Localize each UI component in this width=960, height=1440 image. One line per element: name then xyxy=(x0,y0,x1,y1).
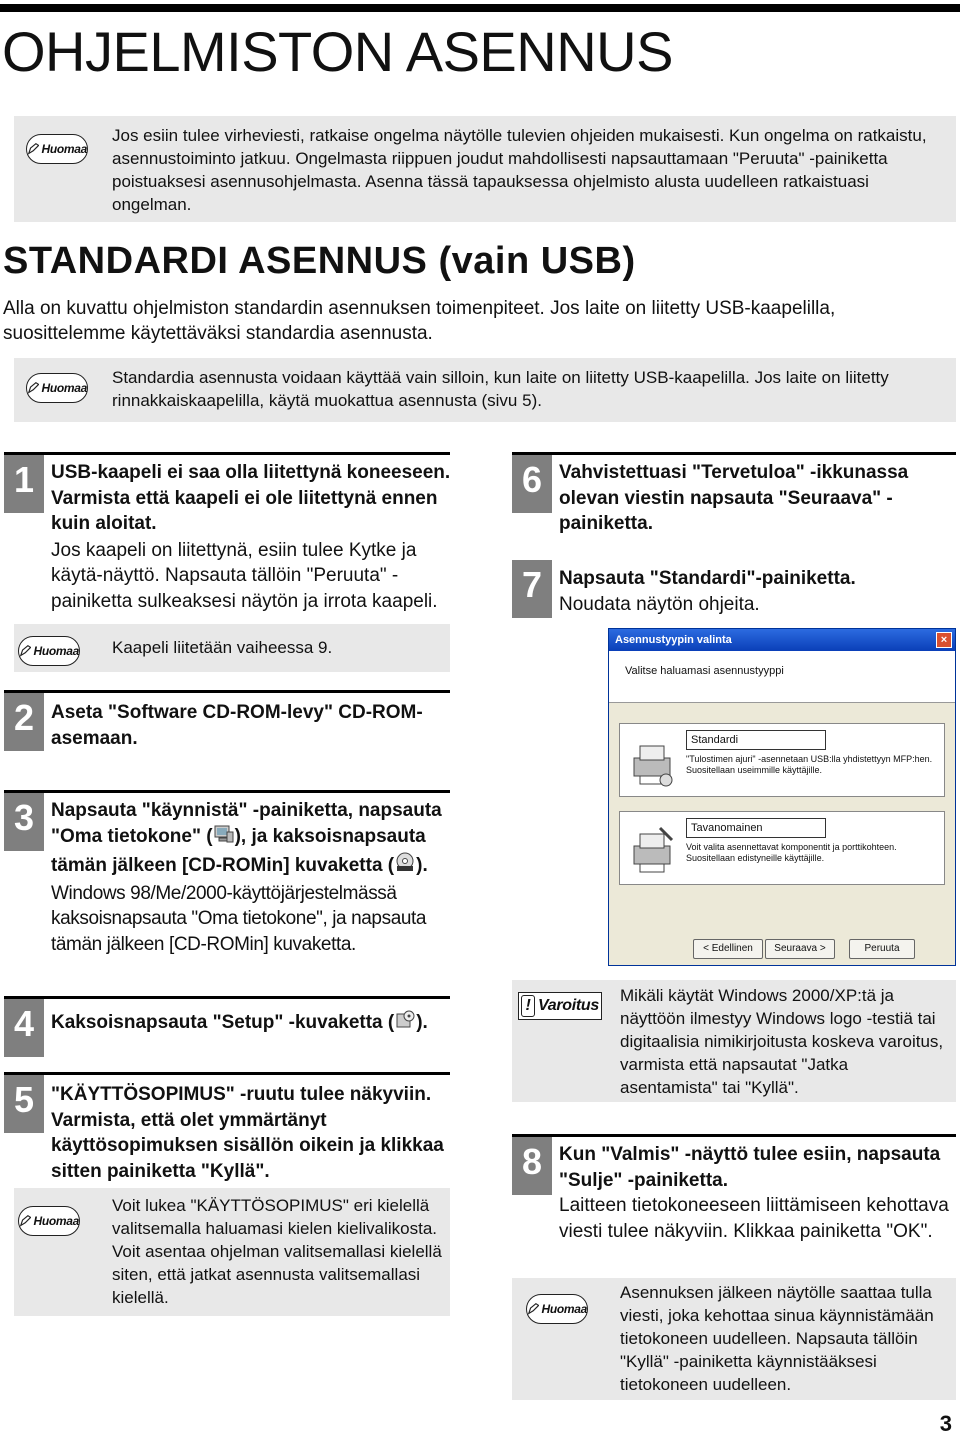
note-icon xyxy=(526,1294,588,1324)
note-label: Huomaa xyxy=(33,1214,79,1228)
installation-type-dialog xyxy=(608,628,956,966)
step-1-text xyxy=(51,460,451,614)
note-step-5-text: Voit lukea "KÄYTTÖSOPIMUS" eri kielellä valitsemalla haluamasi kielen kielivalikosta. Voit asentaa ohjelman valitsemallasi kielellä siten, että jatkat asennusta valitsemallasi kielellä. xyxy=(112,1196,442,1307)
step-7-number: 7 xyxy=(512,560,552,618)
next-button[interactable]: Seuraava > xyxy=(765,939,835,959)
option-custom[interactable] xyxy=(619,811,945,885)
section-heading: STANDARDI ASENNUS (vain USB) xyxy=(3,240,636,282)
step-5-rule xyxy=(4,1072,450,1075)
step-3-bold-b: ), ja kaksoisnapsauta tämän jälkeen [CD-ROMin] kuvaketta ( xyxy=(51,826,426,876)
step-1-rule xyxy=(4,452,450,455)
pencil-icon xyxy=(19,644,31,658)
step-8-text xyxy=(559,1142,955,1244)
note-label: Huomaa xyxy=(33,644,79,658)
step-4-bold-a: Kaksoisnapsauta "Setup" -kuvaketta ( xyxy=(51,1011,395,1033)
note-usb-only xyxy=(14,358,956,422)
step-3-text xyxy=(51,798,451,957)
step-8-number: 8 xyxy=(512,1137,552,1195)
note-label: Huomaa xyxy=(41,381,87,395)
step-2-rule xyxy=(4,690,450,693)
step-4-number: 4 xyxy=(4,999,44,1057)
printer-install-icon xyxy=(630,732,676,790)
note-step-8 xyxy=(512,1278,956,1400)
warning-label: Varoitus xyxy=(537,997,600,1014)
step-6-text xyxy=(559,460,955,537)
section-intro: Alla on kuvattu ohjelmiston standardin asennuksen toimenpiteet. Jos laite on liitetty USB-kaapelilla, suosittelemme käytettäväksi standardia asennusta. xyxy=(3,298,836,344)
setup-icon xyxy=(394,1008,416,1038)
note-usb-only-text: Standardia asennusta voidaan käyttää vain silloin, kun laite on liitetty USB-kaapelilla. Jos laite on liitetty rinnakkaiskaapelilla, käytä muokattua asennusta (sivu 5). xyxy=(112,368,889,410)
my-computer-icon xyxy=(213,824,235,852)
note-icon xyxy=(18,636,80,666)
note-icon xyxy=(26,373,88,403)
warning-text: Mikäli käytät Windows 2000/XP:tä ja näyttöön ilmestyy Windows logo -testiä tai digitaalisia nimikirjoitusta koskeva varoitus, varmista että napsautat "Jatka asentamista" tai "Kyllä". xyxy=(620,986,944,1097)
option-custom-desc: Voit valita asennettavat komponentit ja porttikohteen. Suositellaan edistyneille käyttäjille. xyxy=(686,842,897,863)
dialog-prompt: Valitse haluamasi asennustyyppi xyxy=(625,665,784,677)
step-7-normal: Noudata näytön ohjeita. xyxy=(559,593,760,615)
pencil-icon xyxy=(27,142,39,156)
step-3-normal: Windows 98/Me/2000-käyttöjärjestelmässä kaksoisnapsauta "Oma tietokone", ja napsauta tämän jälkeen [CD-ROMin] kuvaketta. xyxy=(51,882,427,955)
note-intro-text: Jos esiin tulee virheviesti, ratkaise ongelma näytölle tulevien ohjeiden mukaisesti. Kun ongelma on ratkaistu, asennustoiminto jatkuu. Ongelmasta riippuen joudut mahdollisesti napsauttamaan "Peruuta" -painiketta poistuaksesi asennusohjelmasta. Asenna tässä tapauksessa ohjelmisto alusta uudelleen ratkaistuasi ongelman. xyxy=(112,126,927,214)
step-6-number: 6 xyxy=(512,455,552,513)
note-label: Huomaa xyxy=(541,1302,587,1316)
note-intro xyxy=(14,116,956,222)
step-2-number: 2 xyxy=(4,693,44,751)
cancel-button[interactable]: Peruuta xyxy=(849,939,915,959)
pencil-icon xyxy=(527,1302,539,1316)
step-6-rule xyxy=(512,452,956,455)
step-7-bold: Napsauta "Standardi"-painiketta. xyxy=(559,568,856,589)
note-icon xyxy=(26,134,88,164)
step-3-bold-c: ). xyxy=(416,854,428,876)
step-5-number: 5 xyxy=(4,1075,44,1133)
note-step-1-text: Kaapeli liitetään vaiheessa 9. xyxy=(112,638,333,657)
pencil-icon xyxy=(27,381,39,395)
exclamation-icon: ! xyxy=(521,995,535,1017)
dialog-titlebar xyxy=(609,629,955,651)
printer-custom-icon xyxy=(630,820,676,878)
note-icon xyxy=(18,1206,80,1236)
note-step-5 xyxy=(14,1188,450,1316)
dialog-title: Asennustyypin valinta xyxy=(615,634,732,646)
step-5-bold: "KÄYTTÖSOPIMUS" -ruutu tulee näkyviin. Varmista, että olet ymmärtänyt käyttösopimuksen sisällön oikein ja klikkaa sitten painiketta "Kyllä". xyxy=(51,1084,444,1182)
step-6-bold: Vahvistettuasi "Tervetuloa" -ikkunassa olevan viestin napsauta "Seuraava" -painiketta. xyxy=(559,462,909,534)
step-8-rule xyxy=(512,1134,956,1137)
step-4-text xyxy=(51,1008,451,1038)
step-1-number: 1 xyxy=(4,455,44,513)
step-5-text xyxy=(51,1082,451,1184)
note-step-1 xyxy=(14,624,450,672)
step-1-bold: USB-kaapeli ei saa olla liitettynä koneeseen. Varmista että kaapeli ei ole liitettynä ennen kuin aloitat. xyxy=(51,462,451,534)
back-button[interactable]: < Edellinen xyxy=(693,939,763,959)
step-3-bold-a: Napsauta "käynnistä" -painiketta, napsauta "Oma tietokone" ( xyxy=(51,800,442,848)
step-4-rule xyxy=(4,996,450,999)
step-3-rule xyxy=(4,790,450,793)
step-2-bold: Aseta "Software CD-ROM-levy" CD-ROM-asemaan. xyxy=(51,702,423,749)
note-label: Huomaa xyxy=(41,142,87,156)
option-standard-button[interactable]: Standardi xyxy=(686,730,826,750)
step-8-normal: Laitteen tietokoneeseen liittämiseen kehottava viesti tulee näkyviin. Klikkaa painiketta "OK". xyxy=(559,1195,949,1242)
page-number: 3 xyxy=(939,1411,952,1436)
step-7-text xyxy=(559,566,955,617)
warning-icon xyxy=(518,992,602,1020)
step-1-normal: Jos kaapeli on liitettynä, esiin tulee Kytke ja käytä-näyttö. Napsauta tällöin "Peruuta" -painiketta sulkeaksesi näytön ja irrota kaapeli. xyxy=(51,539,438,612)
step-4-bold-b: ). xyxy=(416,1011,428,1033)
step-2-text xyxy=(51,700,451,751)
note-step-8-text: Asennuksen jälkeen näytölle saattaa tulla viesti, joka kehottaa sinua käynnistämään tietokoneen uudelleen. Napsauta tällöin "Kyllä" -painiketta käynnistääksesi tietokoneen uudelleen. xyxy=(620,1283,934,1394)
cd-rom-icon xyxy=(394,851,416,881)
step-8-bold: Kun "Valmis" -näyttö tulee esiin, napsauta "Sulje" -painiketta. xyxy=(559,1144,941,1191)
warning-box xyxy=(512,980,956,1102)
option-custom-button[interactable]: Tavanomainen xyxy=(686,818,826,838)
step-3-number: 3 xyxy=(4,793,44,851)
option-standard-desc: "Tulostimen ajuri" -asennetaan USB:lla yhdistettyyn MFP:hen. Suositellaan useimmille käyttäjille. xyxy=(686,754,933,775)
close-icon[interactable]: × xyxy=(936,632,952,648)
page-title: OHJELMISTON ASENNUS xyxy=(2,20,673,83)
title-rule xyxy=(0,4,960,12)
pencil-icon xyxy=(19,1214,31,1228)
dialog-header xyxy=(609,651,955,703)
option-standard[interactable] xyxy=(619,723,945,797)
